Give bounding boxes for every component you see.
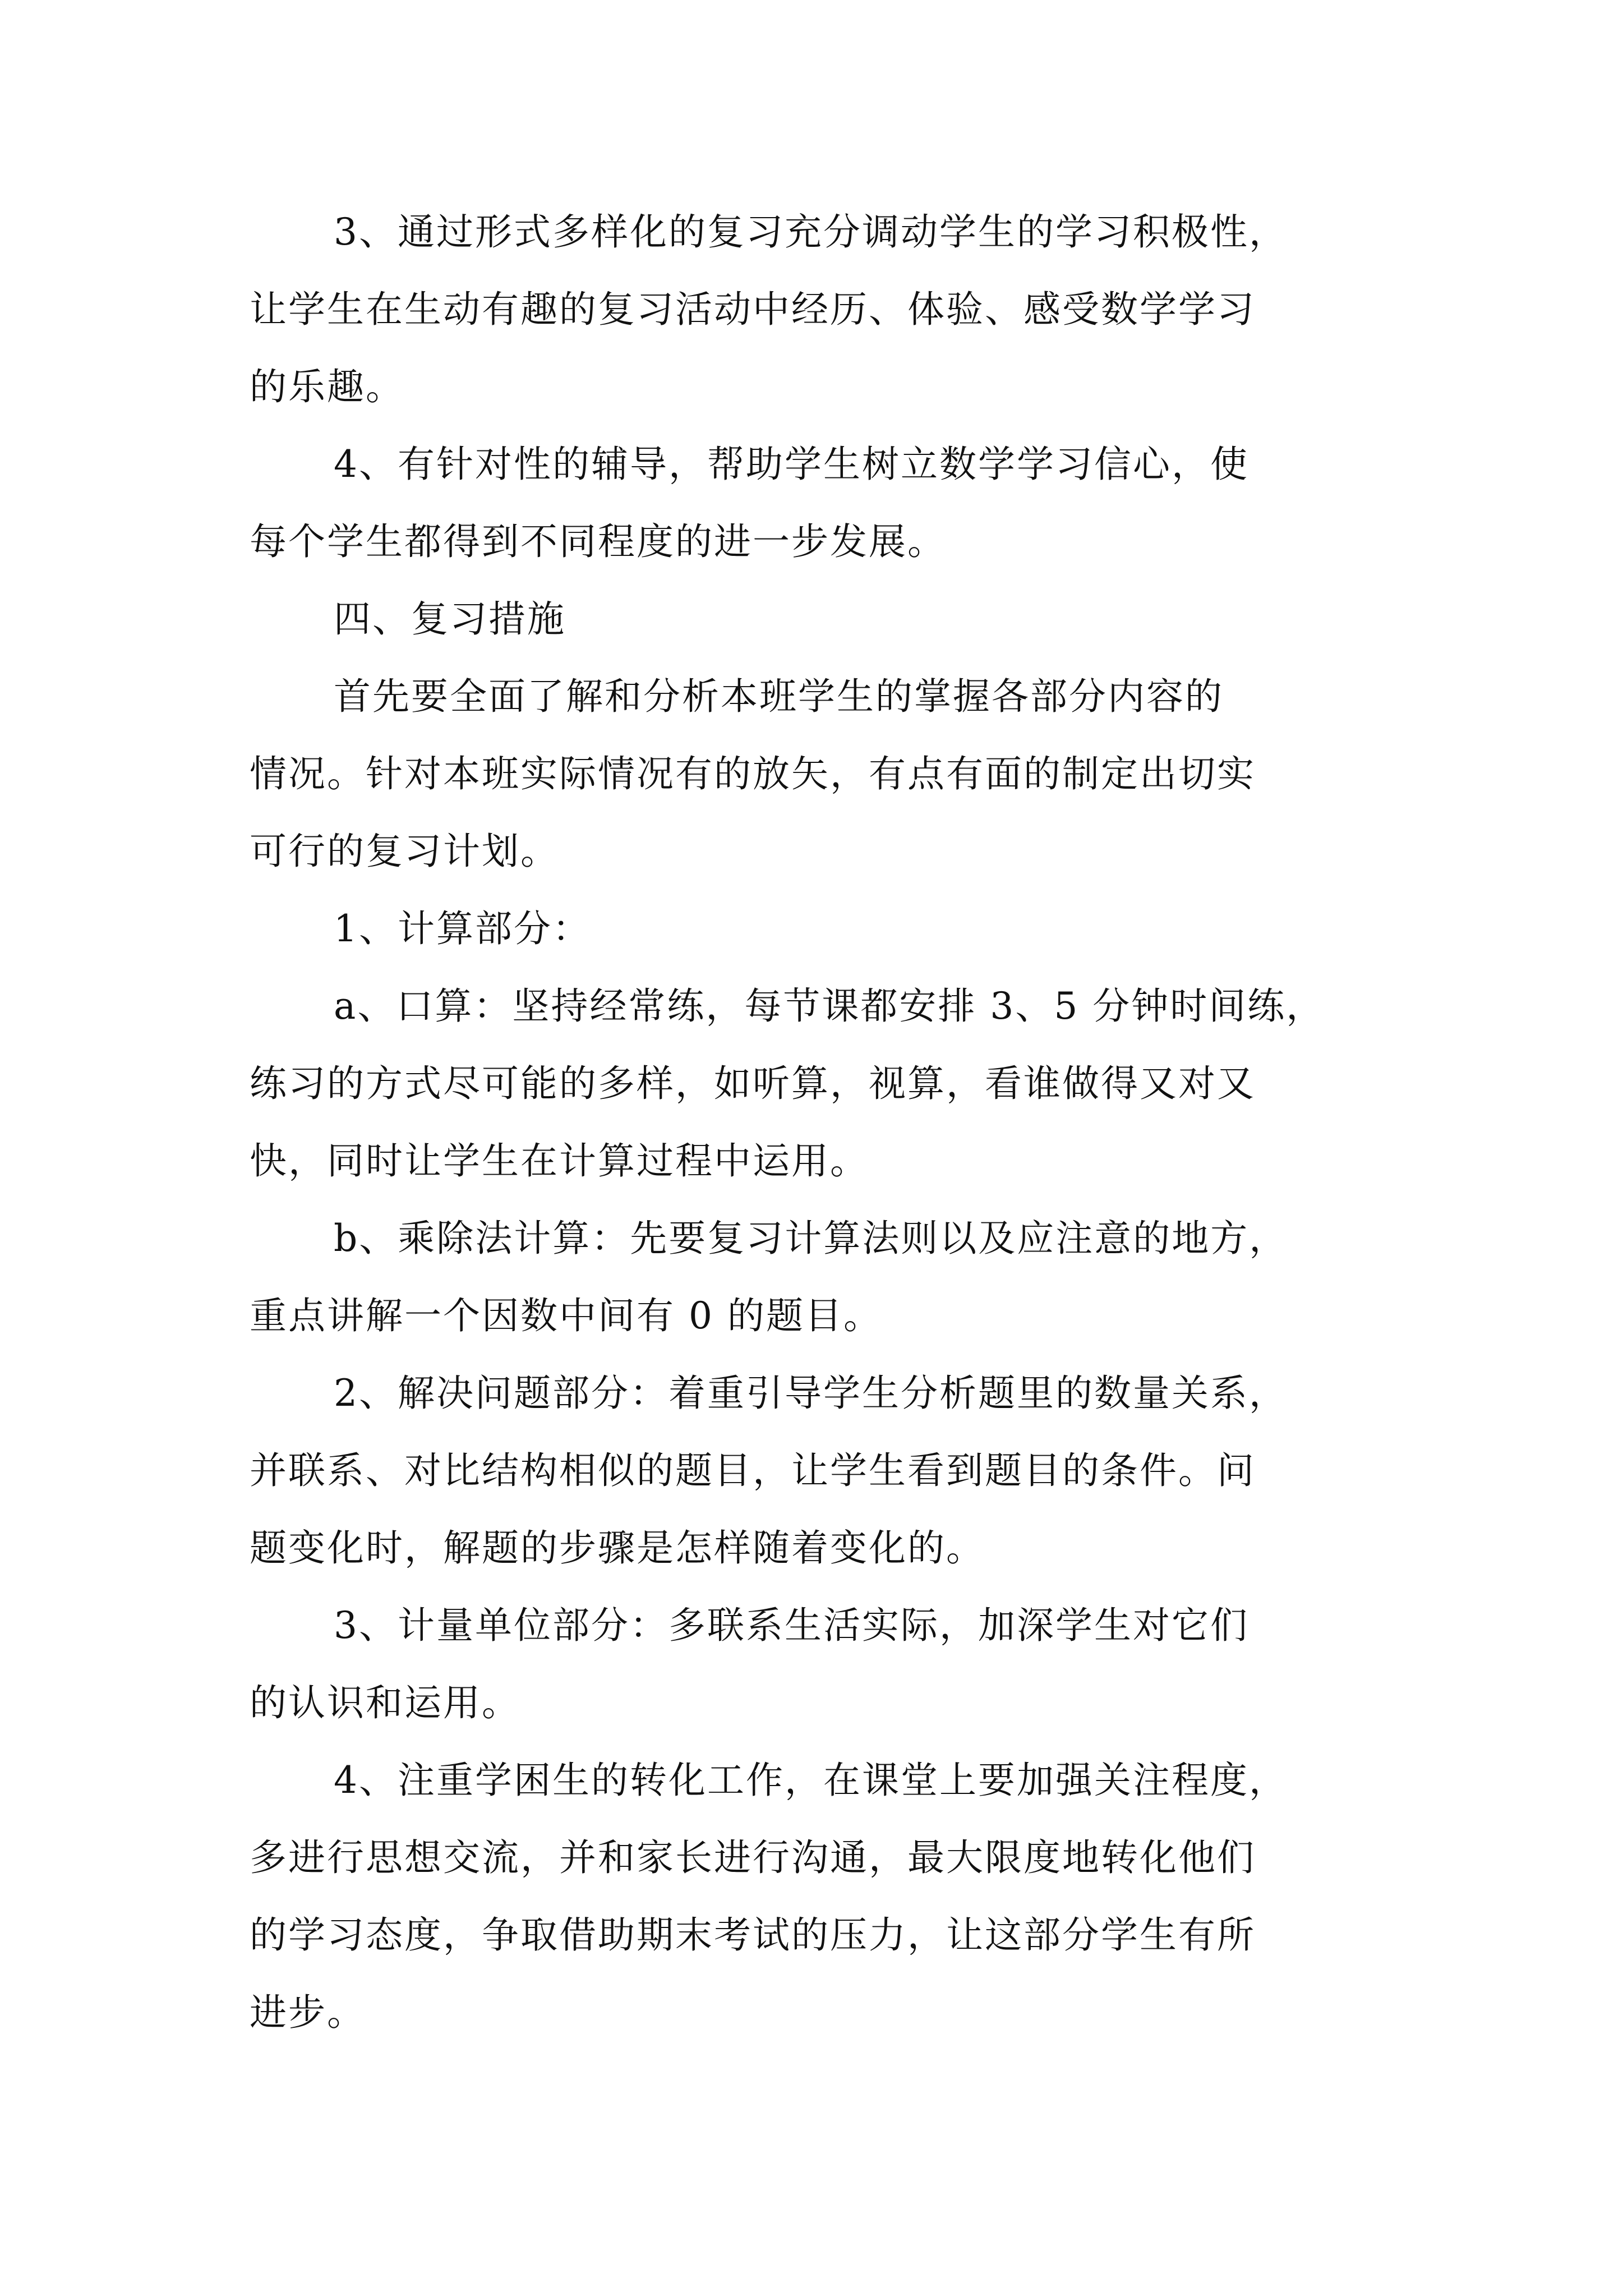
text-line: 的学习态度，争取借助期末考试的压力，让这部分学生有所 xyxy=(250,1913,1256,1957)
text-line: 首先要全面了解和分析本班学生的掌握各部分内容的 xyxy=(334,675,1224,718)
text-line: 快，同时让学生在计算过程中运用。 xyxy=(250,1139,869,1182)
text-line: 进步。 xyxy=(250,1991,366,2034)
text-line: 情况。针对本班实际情况有的放矢，有点有面的制定出切实 xyxy=(250,752,1256,795)
text-line: 1、计算部分： xyxy=(334,907,591,950)
document-body xyxy=(250,194,1394,2051)
text-line: 4、有针对性的辅导，帮助学生树立数学学习信心，使 xyxy=(334,443,1249,486)
text-line: 多进行思想交流，并和家长进行沟通，最大限度地转化他们 xyxy=(250,1836,1256,1879)
paragraph-oral-calculation xyxy=(250,968,1394,1200)
text-line: 重点讲解一个因数中间有 0 的题目。 xyxy=(250,1294,882,1337)
paragraph-problem-solving xyxy=(250,1355,1394,1587)
text-line: 并联系、对比结构相似的题目，让学生看到题目的条件。问 xyxy=(250,1449,1256,1492)
text-line: 3、通过形式多样化的复习充分调动学生的学习积极性， xyxy=(334,210,1288,254)
text-line: 题变化时，解题的步骤是怎样随着变化的。 xyxy=(250,1526,985,1570)
paragraph-measurement-units xyxy=(250,1587,1394,1742)
text-line: b、乘除法计算：先要复习计算法则以及应注意的地方， xyxy=(334,1217,1288,1260)
paragraph-multiplication-division xyxy=(250,1200,1394,1355)
text-line: 四、复习措施 xyxy=(334,597,566,641)
text-line: 每个学生都得到不同程度的进一步发展。 xyxy=(250,520,946,563)
paragraph-targeted-tutoring xyxy=(250,426,1394,581)
text-line: 4、注重学困生的转化工作，在课堂上要加强关注程度， xyxy=(334,1759,1288,1802)
subheading-calculation xyxy=(250,890,1394,968)
text-line: 可行的复习计划。 xyxy=(250,830,559,873)
paragraph-struggling-students xyxy=(250,1742,1394,2051)
paragraph-review-plan xyxy=(250,658,1394,890)
text-line: 3、计量单位部分：多联系生活实际，加深学生对它们 xyxy=(334,1604,1249,1647)
text-line: 2、解决问题部分：着重引导学生分析题里的数量关系， xyxy=(334,1372,1288,1415)
text-line: a、口算：坚持经常练，每节课都安排 3、5 分钟时间练， xyxy=(334,984,1325,1028)
text-line: 让学生在生动有趣的复习活动中经历、体验、感受数学学习 xyxy=(250,288,1256,331)
text-line: 的乐趣。 xyxy=(250,365,404,408)
paragraph-review-activities xyxy=(250,194,1394,426)
section-heading-review-measures xyxy=(250,581,1394,658)
text-line: 练习的方式尽可能的多样，如听算，视算，看谁做得又对又 xyxy=(250,1062,1256,1105)
text-line: 的认识和运用。 xyxy=(250,1681,520,1724)
